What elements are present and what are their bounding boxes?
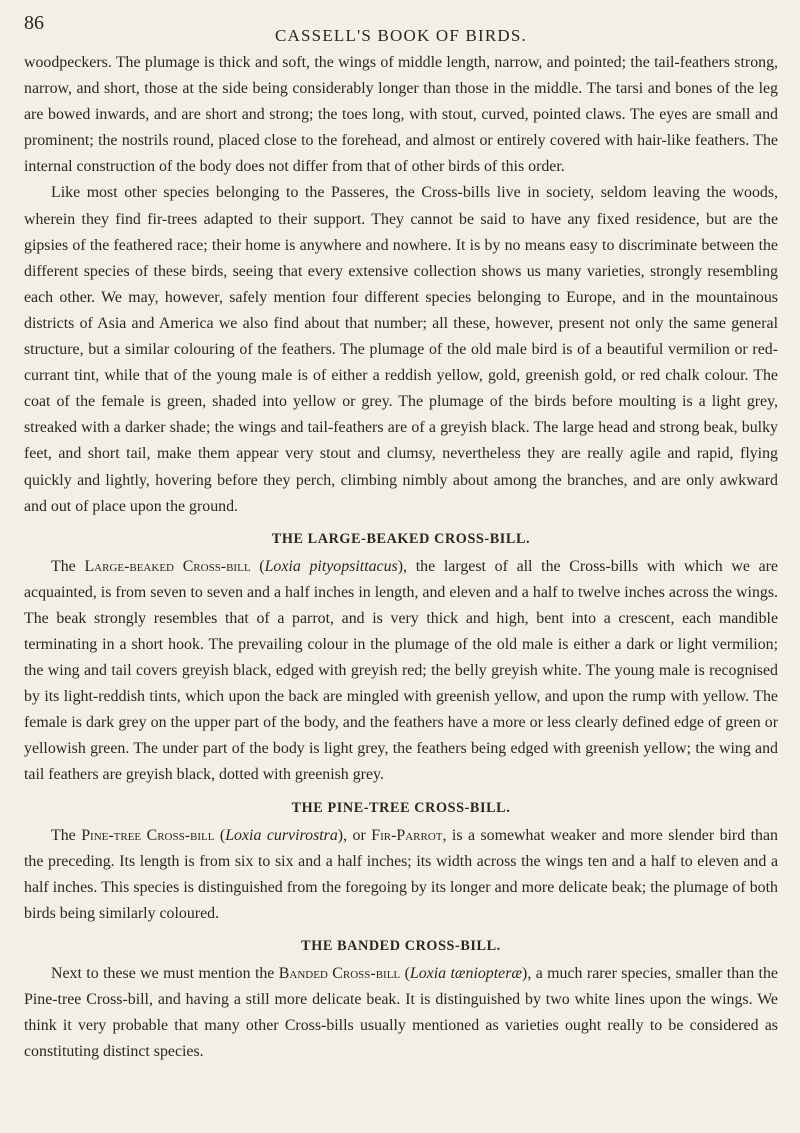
intro-paragraph-2: Like most other species belonging to the Passeres, the Cross-bills live in society, seldom leaving the woods, wherein they find fir-trees adapted to their support. They cannot be said to have any fixed residence, but are the gipsies of the feathered race; their home is anywhere and nowhere. It is by no means easy to discriminate between the different species of these birds, seeing that every extensive collection shows us many varieties, strongly resembling each other. We may, however, safely mention four different species belonging to Europe, and in the mountainous districts of Asia and America we also find about that number; all these, however, present not only the same general structure, but a similar colouring of the feathers. The plumage of the old male bird is of a beautiful vermilion or red-currant tint, while that of the young male is of either a reddish yellow, gold, greenish gold, or red chalk colour. The coat of the female is green, shaded into yellow or grey. The plumage of the birds before moulting is a light grey, streaked with a darker shade; the wings and tail-feathers are of a greyish black. The large head and strong beak, bulky feet, and short tail, make them appear very stout and clumsy, nevertheless they are really agile and rapid, flying quickly and lightly, hovering before they perch, climbing nimbly about among the branches, and are only awkward and out of place upon the ground. (24, 184, 778, 515)
section-paragraph-large-beaked (24, 554, 778, 789)
intro-paragraph-1: woodpeckers. The plumage is thick and soft, the wings of middle length, narrow, and pointed; the tail-feathers strong, narrow, and short, those at the side being considerably longer than those in the middle. The tarsi and bones of the leg are bowed inwards, and are short and strong; the toes long, with stout, curved, pointed claws. The eyes are small and prominent; the nostrils round, placed close to the forehead, and almost or entirely covered with hair-like feathers. The internal construction of the body does not differ from that of other birds of this order. (24, 54, 778, 176)
section-body-text: , a much rarer species, smaller than the Pine-tree Cross-bill, and having a still more delicate beak. It is distinguished by two white lines upon the wings. We think it very probable that many other Cross-bills usually mentioned as varieties ought really to be considered as constituting distinct species. (24, 964, 778, 1061)
section-body-text: , or (343, 826, 366, 844)
species-name: Pine-tree Cross-bill (81, 826, 215, 844)
section-heading-pine-tree: THE PINE-TREE CROSS-BILL. (291, 799, 511, 816)
latin-name: Loxia curvirostra (225, 826, 338, 844)
section-paragraph-pine-tree (24, 823, 778, 927)
latin-name: Loxia pityopsittacus (264, 557, 398, 575)
alternate-name: Fir-Parrot (371, 826, 443, 844)
section-heading-large-beaked: THE LARGE-BEAKED CROSS-BILL. (271, 530, 531, 547)
page-number: 86 (24, 12, 44, 34)
species-name: Large-beaked Cross-bill (84, 557, 251, 575)
section-body-text: , the largest of all the Cross-bills with which we are acquainted, is from seven to seven and a half inches in length, and eleven and a half to twelve inches across the wings. The beak strongly resembles that of a parrot, and is very thick and high, bent into a crescent, each mandible terminating in a short hook. The prevailing colour in the plumage of the old male is either a dark or light vermilion; the wing and tail covers greyish black, edged with greyish red; the belly greyish white. The young male is recognised by its light-reddish tints, which upon the back are mingled with greenish yellow, and upon the rump with yellow. The female is dark grey on the upper part of the body, and the feathers have a more or less clearly defined edge of green or yellowish green. The under part of the body is light grey, the feathers being edged with greenish yellow; the wing and tail feathers are greyish black, dotted with greenish grey. (24, 557, 778, 784)
paren-close: ) (522, 964, 528, 982)
paren-open: ( (219, 826, 226, 844)
section-paragraph-banded (24, 961, 778, 1065)
page-header (24, 0, 778, 50)
section-heading-banded: THE BANDED CROSS-BILL. (301, 937, 501, 954)
species-name: Banded Cross-bill (278, 964, 401, 982)
paren-close: ) (397, 557, 404, 575)
paren-open: ( (259, 557, 265, 575)
latin-name: Loxia tæniopteræ (409, 964, 523, 982)
running-head: CASSELL'S BOOK OF BIRDS. (275, 26, 527, 45)
lead-word: The (51, 826, 76, 844)
lead-text: Next to these we must mention the (51, 964, 275, 982)
section-body-text: , is a somewhat weaker and more slender bird than the preceding. Its length is from six to six and a half inches; its width across the wings ten and a half to eleven and a half inches. This species is distinguished from the foregoing by its longer and more delicate beak; the plumage of both birds being similarly coloured. (24, 826, 778, 922)
paren-close: ) (337, 826, 344, 844)
lead-word: The (51, 557, 76, 575)
paren-open: ( (404, 964, 410, 982)
